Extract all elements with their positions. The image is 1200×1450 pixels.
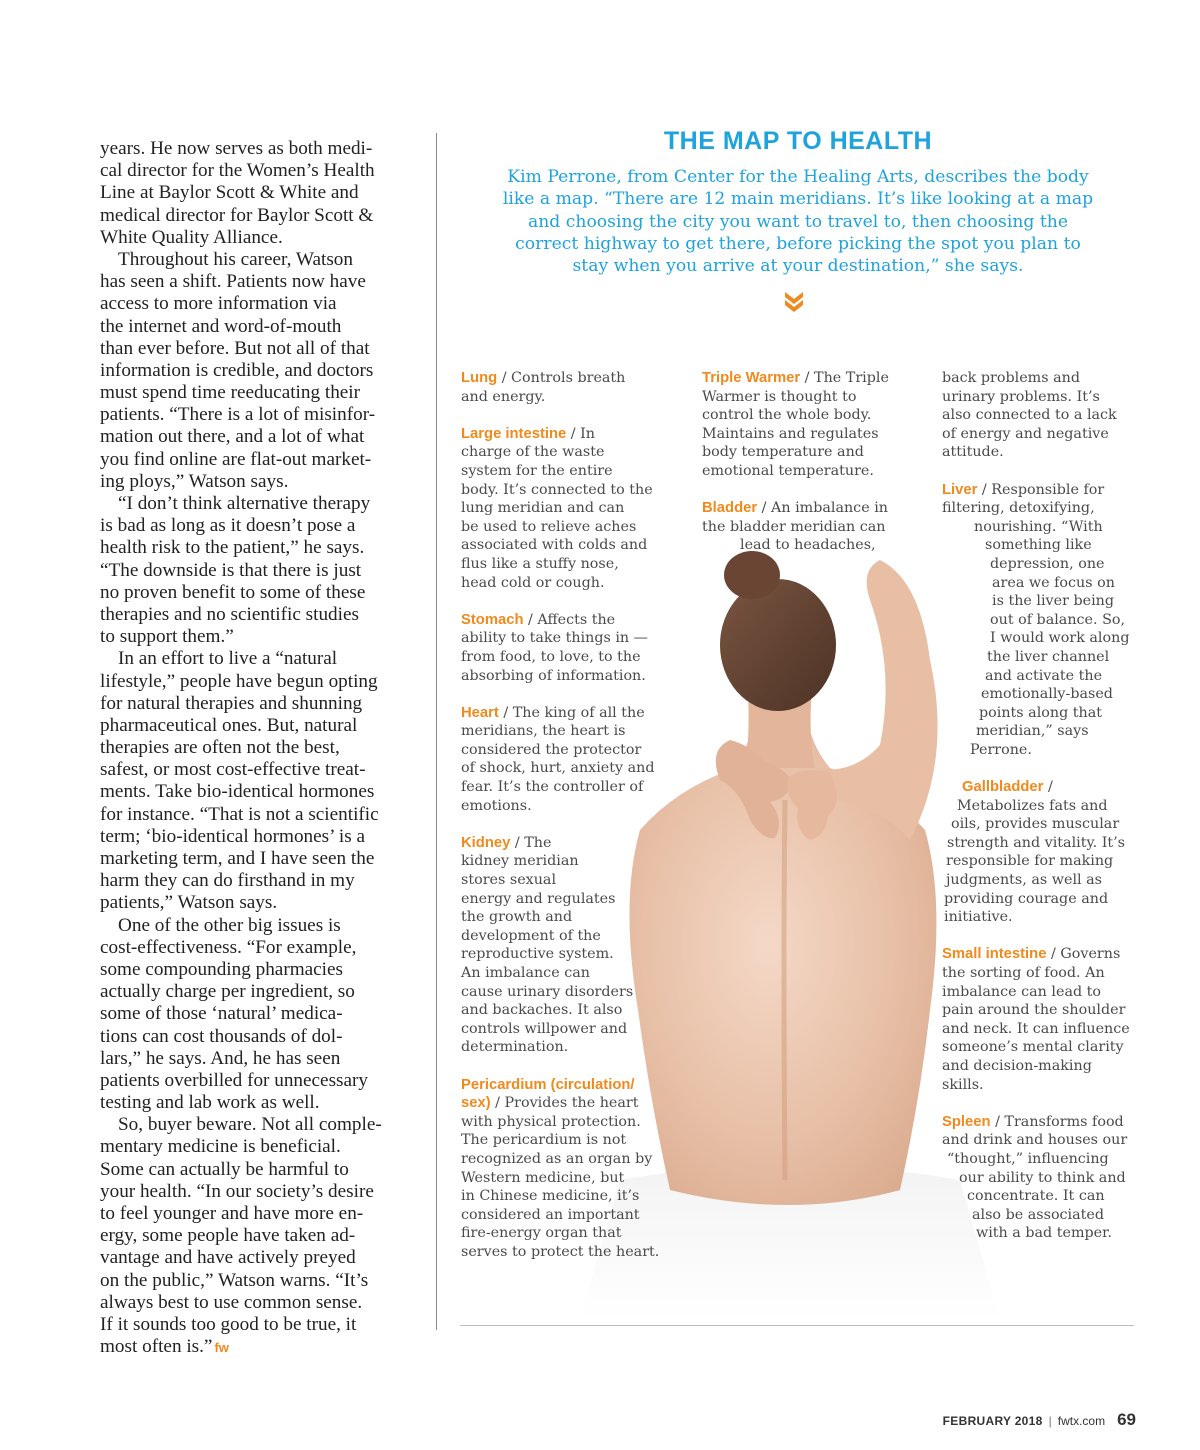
meridian-entry-kidney — [461, 834, 661, 853]
article-line: has seen a shift. Patients now have — [100, 271, 366, 293]
meridian-text: and drink and houses our — [942, 1132, 1128, 1149]
article-line: patients overbilled for unnecessary — [100, 1069, 368, 1091]
meridian-entry-stomach — [461, 611, 661, 630]
meridian-text: considered the protector — [461, 741, 642, 758]
sidebar-title: THE MAP TO HEALTH — [663, 127, 933, 155]
meridian-text: system for the entire — [461, 462, 613, 479]
article-line: lars,” he says. And, he has seen — [100, 1047, 341, 1069]
meridian-entry-triple-warmer — [702, 369, 902, 388]
issue-date: FEBRUARY 2018 — [942, 1414, 1043, 1428]
article-line: ments. Take bio-identical hormones — [100, 781, 375, 803]
meridian-entry-lung — [461, 369, 661, 388]
double-chevron-down-icon — [783, 290, 805, 314]
meridian-text: Perrone. — [970, 741, 1032, 758]
article-body — [100, 138, 420, 1358]
meridian-text: someone’s mental clarity — [942, 1039, 1124, 1056]
meridian-text: considered an important — [461, 1206, 640, 1223]
meridian-heading: Large intestine — [461, 425, 567, 442]
meridian-text: filtering, detoxifying, — [942, 500, 1095, 517]
article-line: mentary medicine is beneficial. — [100, 1136, 341, 1158]
article-line: therapies are often not the best, — [100, 737, 340, 759]
meridian-text: I would work along — [990, 630, 1130, 647]
meridian-text: of shock, hurt, anxiety and — [461, 760, 655, 777]
meridian-column-2 — [702, 369, 902, 555]
meridian-text: Metabolizes fats and — [957, 797, 1108, 814]
article-line: access to more information via — [100, 293, 337, 315]
article-line: is bad as long as it doesn’t pose a — [100, 515, 356, 537]
meridian-text: / Affects the — [523, 611, 616, 628]
article-line: testing and lab work as well. — [100, 1092, 320, 1114]
article-line: Throughout his career, Watson — [118, 248, 353, 270]
meridian-text: reproductive system. — [461, 946, 614, 963]
article-line: therapies and no scientific studies — [100, 603, 359, 625]
meridian-text: stores sexual — [461, 872, 557, 889]
meridian-text: / — [1043, 779, 1053, 796]
meridian-text: area we focus on — [992, 574, 1115, 591]
meridian-text: / The Triple — [800, 370, 889, 386]
meridian-text: The pericardium is not — [461, 1132, 627, 1149]
meridian-entry-heart — [461, 704, 661, 723]
meridian-text: the bladder meridian can — [702, 518, 886, 535]
intro-line: and choosing the city you want to travel to, then choosing the — [527, 211, 1068, 232]
meridian-text: from food, to love, to the — [461, 648, 641, 665]
meridian-text: ability to take things in — — [461, 630, 648, 647]
meridian-text: / An imbalance in — [757, 500, 888, 517]
article-line: Some can actually be harmful to — [100, 1158, 349, 1180]
meridian-entry-pericardium: Pericardium (circulation/ — [461, 1076, 635, 1093]
article-line: mation out there, and a lot of what — [100, 426, 365, 448]
meridian-text: is the liver being — [992, 593, 1115, 610]
meridian-text: “thought,” influencing — [947, 1150, 1109, 1167]
article-line: than ever before. But not all of that — [100, 337, 370, 359]
meridian-text: initiative. — [944, 909, 1013, 926]
meridian-text: / In — [566, 425, 596, 442]
meridian-text: with physical protection. — [461, 1113, 641, 1130]
article-line: term; ‘bio-identical hormones’ is a — [100, 825, 365, 847]
article-line: ing ploys,” Watson says. — [100, 470, 289, 492]
article-line: One of the other big issues is — [118, 914, 341, 936]
page-number: 69 — [1117, 1410, 1136, 1429]
meridian-heading: Gallbladder — [962, 779, 1044, 796]
article-line: “I don’t think alternative therapy — [118, 493, 371, 514]
meridian-text: recognized as an organ by — [461, 1150, 653, 1167]
article-line: So, buyer beware. Not all comple- — [118, 1114, 382, 1136]
meridian-text: absorbing of information. — [461, 667, 646, 684]
meridian-text: also be associated — [972, 1206, 1105, 1223]
meridian-text: depression, one — [990, 555, 1105, 572]
meridian-text: and activate the — [985, 667, 1103, 684]
meridian-text: the growth and — [461, 909, 573, 926]
article-last-text: most often is.” — [100, 1336, 213, 1358]
article-line: “The downside is that there is just — [100, 559, 362, 581]
meridian-text: urinary problems. It’s — [942, 388, 1100, 405]
meridian-text — [461, 1094, 661, 1113]
meridian-text: and neck. It can influence — [942, 1020, 1130, 1037]
meridian-heading: Liver — [942, 481, 978, 498]
article-line: In an effort to live a “natural — [118, 648, 338, 670]
meridian-text: body. It’s connected to the — [461, 481, 653, 498]
article-line: health risk to the patient,” he says. — [100, 537, 365, 559]
meridian-text: lung meridian and can — [461, 500, 625, 517]
end-mark: fw — [214, 1340, 229, 1356]
meridian-entry-large-intestine — [461, 425, 661, 444]
article-line: harm they can do firsthand in my — [100, 870, 355, 892]
meridian-text: points along that — [979, 704, 1102, 721]
meridian-column-1 — [461, 369, 661, 1262]
article-line: Line at Baylor Scott & White and — [100, 182, 359, 204]
meridian-text: / Controls breath — [497, 370, 626, 386]
meridian-text: Warmer is thought to — [702, 388, 857, 405]
meridian-heading: Triple Warmer — [702, 370, 801, 386]
meridian-text: kidney meridian — [461, 853, 579, 870]
meridian-entry-spleen — [942, 1113, 1142, 1132]
meridian-text: meridian,” says — [976, 723, 1089, 740]
article-line: patients,” Watson says. — [100, 892, 278, 914]
meridian-text: head cold or cough. — [461, 574, 605, 591]
article-line: cost-effectiveness. “For example, — [100, 936, 357, 958]
meridian-text: emotions. — [461, 797, 532, 814]
meridian-text: back problems and — [942, 370, 1080, 386]
meridian-heading: Small intestine — [942, 946, 1047, 963]
article-line: your health. “In our society’s desire — [100, 1180, 374, 1202]
meridian-text: imbalance can lead to — [942, 983, 1102, 1000]
meridian-text: be used to relieve aches — [461, 518, 637, 535]
meridian-text: associated with colds and — [461, 537, 648, 554]
article-line: some compounding pharmacies — [100, 958, 343, 980]
article-line: White Quality Alliance. — [100, 226, 283, 248]
meridian-text: charge of the waste — [461, 444, 605, 461]
meridian-text: flus like a stuffy nose, — [461, 555, 619, 572]
meridian-text: the sorting of food. An — [942, 965, 1105, 981]
meridian-text: determination. — [461, 1039, 569, 1056]
meridian-text: emotionally-based — [981, 686, 1113, 703]
meridian-text: Western medicine, but — [461, 1169, 625, 1186]
article-line: no proven benefit to some of these — [100, 581, 366, 603]
meridian-text: also connected to a lack — [942, 407, 1117, 424]
meridian-heading: Spleen — [942, 1113, 991, 1130]
article-line: actually charge per ingredient, so — [100, 981, 355, 1003]
meridian-text: / Responsible for — [977, 481, 1105, 498]
article-line: always best to use common sense. — [100, 1291, 363, 1313]
meridian-text: nourishing. “With — [974, 518, 1103, 535]
meridian-text: / Provides the heart — [490, 1095, 639, 1112]
sidebar-bottom-rule — [460, 1325, 1134, 1326]
meridian-text: the liver channel — [987, 648, 1110, 665]
meridian-entry-small-intestine — [942, 945, 1142, 964]
meridian-text: skills. — [942, 1076, 984, 1093]
sidebar-intro — [470, 166, 1126, 277]
meridian-text: fear. It’s the controller of — [461, 779, 644, 796]
meridian-text: control the whole body. — [702, 407, 872, 424]
page-footer — [943, 1410, 1136, 1430]
meridian-text: / The king of all the — [498, 704, 645, 721]
meridian-text: concentrate. It can — [967, 1188, 1105, 1205]
intro-line: like a map. “There are 12 main meridians. It’s like looking at a map — [502, 189, 1094, 210]
meridian-text: our ability to think and — [959, 1169, 1126, 1186]
article-line: safest, or most cost-effective treat- — [100, 759, 366, 781]
meridian-text: development of the — [461, 927, 601, 944]
meridian-text: body temperature and — [702, 444, 864, 461]
meridian-text: / Governs — [1046, 946, 1121, 963]
article-line: some of those ‘natural’ medica- — [100, 1003, 343, 1025]
meridian-text: attitude. — [942, 444, 1004, 461]
meridian-text: and energy. — [461, 388, 546, 405]
meridian-text: fire-energy organ that — [461, 1225, 622, 1242]
meridian-text: responsible for making — [946, 853, 1114, 870]
article-line: must spend time reeducating their — [100, 382, 361, 404]
article-line: the internet and word-of-mouth — [100, 315, 342, 337]
article-line: tions can cost thousands of dol- — [100, 1025, 343, 1047]
meridian-text: / The — [510, 834, 552, 851]
meridian-heading: Heart — [461, 704, 499, 721]
meridian-entry-gallbladder — [942, 778, 1142, 797]
article-line: years. He now serves as both medi- — [100, 138, 373, 159]
meridian-text: in Chinese medicine, it’s — [461, 1188, 640, 1205]
meridian-heading: Kidney — [461, 834, 511, 851]
meridian-text: emotional temperature. — [702, 462, 874, 479]
article-line: pharmaceutical ones. But, natural — [100, 714, 358, 736]
column-divider — [436, 133, 437, 1330]
article-line: information is credible, and doctors — [100, 359, 374, 381]
intro-line: stay when you arrive at your destination,” she says. — [572, 256, 1024, 277]
article-line: marketing term, and I have seen the — [100, 848, 375, 869]
intro-line: correct highway to get there, before picking the spot you plan to — [515, 233, 1081, 254]
meridian-text: strength and vitality. It’s — [947, 834, 1126, 851]
meridian-text: oils, provides muscular — [951, 816, 1120, 833]
article-line: patients. “There is a lot of misinfor- — [100, 404, 376, 426]
meridian-column-3 — [942, 369, 1142, 1243]
meridian-text: An imbalance can — [461, 965, 590, 981]
meridian-heading: Stomach — [461, 611, 524, 628]
article-line: for instance. “That is not a scientific — [100, 803, 379, 825]
article-line: medical director for Baylor Scott & — [100, 204, 374, 226]
article-line: for natural therapies and shunning — [100, 692, 363, 714]
article-line — [100, 1336, 420, 1358]
meridian-text: serves to protect the heart. — [461, 1243, 660, 1260]
meridian-text: cause urinary disorders — [461, 983, 634, 1000]
article-line: If it sounds too good to be true, it — [100, 1313, 357, 1335]
intro-line: Kim Perrone, from Center for the Healing Arts, describes the body — [507, 167, 1089, 187]
article-line: vantage and have actively preyed — [100, 1247, 356, 1269]
article-line: cal director for the Women’s Health — [100, 160, 375, 182]
meridian-text: meridians, the heart is — [461, 723, 626, 740]
article-line: ergy, some people have taken ad- — [100, 1225, 356, 1247]
meridian-text: of energy and negative — [942, 425, 1109, 442]
meridian-text: out of balance. So, — [990, 611, 1126, 628]
meridian-text: Maintains and regulates — [702, 425, 879, 442]
meridian-heading: Lung — [461, 370, 498, 386]
meridian-text: judgments, as well as — [946, 872, 1102, 889]
meridian-text: pain around the shoulder — [942, 1002, 1126, 1019]
meridian-text: something like — [985, 537, 1092, 554]
meridian-text: lead to headaches, — [740, 537, 876, 554]
meridian-heading: sex) — [461, 1095, 491, 1112]
meridian-text: and decision-making — [942, 1057, 1092, 1074]
site-url: fwtx.com — [1057, 1414, 1106, 1428]
article-line: lifestyle,” people have begun opting — [100, 670, 378, 692]
meridian-entry-liver — [942, 481, 1142, 500]
meridian-text: energy and regulates — [461, 890, 616, 907]
meridian-text: controls willpower and — [461, 1020, 628, 1037]
article-line: on the public,” Watson warns. “It’s — [100, 1269, 369, 1291]
meridian-text: / Transforms food — [990, 1113, 1124, 1130]
meridian-text: and backaches. It also — [461, 1002, 623, 1019]
article-line: to support them.” — [100, 626, 234, 648]
article-line: to feel younger and have more en- — [100, 1203, 364, 1224]
meridian-text: with a bad temper. — [976, 1225, 1112, 1242]
meridian-heading: Bladder — [702, 500, 758, 517]
footer-separator: | — [1048, 1414, 1052, 1428]
meridian-text: providing courage and — [944, 890, 1109, 907]
article-line: you find online are flat-out market- — [100, 448, 372, 470]
meridian-entry-bladder — [702, 499, 902, 518]
